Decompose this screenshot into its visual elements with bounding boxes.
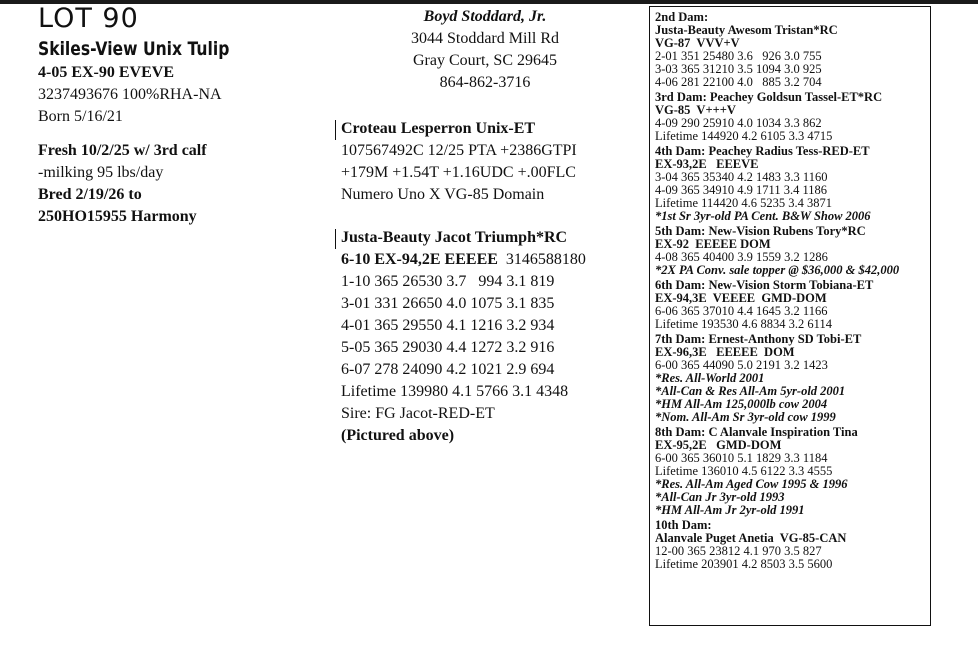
pedigree-heading: VG-85 V+++V	[655, 103, 736, 117]
pedigree-heading: 6th Dam: New-Vision Storm Tobiana-ET	[655, 278, 874, 292]
pedigree-entry	[655, 333, 925, 424]
dam-sire: Sire: FG Jacot-RED-ET	[341, 405, 495, 422]
pedigree-note: *Nom. All-Am Sr 3yr-old cow 1999	[655, 410, 836, 424]
animal-registration: 3237493676 100%RHA-NA	[38, 86, 222, 103]
dam-record: 3-01 331 26650 4.0 1075 3.1 835	[341, 295, 555, 312]
pedigree-heading: 8th Dam: C Alanvale Inspiration Tina	[655, 425, 858, 439]
pedigree-heading: EX-95,2E GMD-DOM	[655, 438, 782, 452]
pedigree-record: 6-00 365 36010 5.1 1829 3.3 1184	[655, 451, 828, 465]
pedigree-note: *HM All-Am 125,000lb cow 2004	[655, 397, 828, 411]
pedigree-note: *Res. All-Am Aged Cow 1995 & 1996	[655, 477, 848, 491]
dam-lifetime: Lifetime 139980 4.1 5766 3.1 4348	[341, 383, 569, 400]
pedigree-record: 4-08 365 40400 3.9 1559 3.2 1286	[655, 250, 828, 264]
sire-name: Croteau Lesperron Unix-ET	[341, 120, 536, 137]
dam-section	[341, 227, 641, 447]
pedigree-heading: 3rd Dam: Peachey Goldsun Tassel-ET*RC	[655, 90, 883, 104]
consigner-address-line1: 3044 Stoddard Mill Rd	[410, 30, 559, 47]
pedigree-record: 3-04 365 35340 4.2 1483 3.3 1160	[655, 170, 828, 184]
dam-record: 6-07 278 24090 4.2 1021 2.9 694	[341, 361, 555, 378]
dam-record: 4-01 365 29550 4.1 1216 3.2 934	[341, 317, 555, 334]
pedigree-note: *Res. All-World 2001	[655, 371, 765, 385]
dam-registration: 3146588180	[497, 251, 586, 268]
pedigree-entry	[655, 279, 925, 331]
pedigree-note: *HM All-Am Jr 2yr-old 1991	[655, 503, 805, 517]
pedigree-heading: 2nd Dam:	[655, 10, 709, 24]
dam-record: 1-10 365 26530 3.7 994 3.1 819	[341, 273, 555, 290]
dam-record: 5-05 365 29030 4.4 1272 3.2 916	[341, 339, 555, 356]
bred-date: Bred 2/19/26 to	[38, 186, 142, 203]
dam-picture-note: (Pictured above)	[341, 427, 455, 444]
pedigree-entry	[655, 91, 925, 143]
dam-name: Justa-Beauty Jacot Triumph*RC	[341, 229, 568, 246]
lot-title: LOT 90	[38, 3, 139, 34]
pedigree-heading: Alanvale Puget Anetia VG-85-CAN	[655, 531, 847, 545]
pedigree-note: *All-Can & Res All-Am 5yr-old 2001	[655, 384, 846, 398]
pedigree-heading: 10th Dam:	[655, 518, 712, 532]
animal-birthdate: Born 5/16/21	[38, 108, 123, 125]
pedigree-record: Lifetime 203901 4.2 8503 3.5 5600	[655, 557, 833, 571]
consigner-address-line2: Gray Court, SC 29645	[413, 52, 557, 69]
sire-rule	[335, 120, 336, 140]
pedigree-heading: EX-92 EEEEE DOM	[655, 237, 771, 251]
animal-name: Skiles-View Unix Tulip	[38, 38, 230, 60]
pedigree-record: Lifetime 136010 4.5 6122 3.3 4555	[655, 464, 833, 478]
pedigree-heading: 4th Dam: Peachey Radius Tess-RED-ET	[655, 144, 870, 158]
pedigree-note: *All-Can Jr 3yr-old 1993	[655, 490, 785, 504]
pedigree-record: 6-06 365 37010 4.4 1645 3.2 1166	[655, 304, 828, 318]
pedigree-entry	[655, 519, 925, 571]
dam-classification: 6-10 EX-94,2E EEEEE	[341, 251, 498, 268]
sire-proof: 107567492C 12/25 PTA +2386GTPI	[341, 142, 577, 159]
pedigree-record: 6-00 365 44090 5.0 2191 3.2 1423	[655, 358, 828, 372]
pedigree-record: 4-06 281 22100 4.0 885 3.2 704	[655, 75, 822, 89]
pedigree-heading: EX-96,3E EEEEE DOM	[655, 345, 795, 359]
pedigree-record: 3-03 365 31210 3.5 1094 3.0 925	[655, 62, 822, 76]
pedigree-record: Lifetime 114420 4.6 5235 3.4 3871	[655, 196, 832, 210]
pedigree-record: 4-09 365 34910 4.9 1711 3.4 1186	[655, 183, 827, 197]
pedigree-heading: 7th Dam: Ernest-Anthony SD Tobi-ET	[655, 332, 862, 346]
pedigree-note: *2X PA Conv. sale topper @ $36,000 & $42,000	[655, 263, 900, 277]
consigner-phone: 864-862-3716	[439, 74, 531, 91]
lot-summary	[38, 4, 328, 228]
fresh-date: Fresh 10/2/25 w/ 3rd calf	[38, 142, 207, 159]
pedigree-note: *1st Sr 3yr-old PA Cent. B&W Show 2006	[655, 209, 871, 223]
pedigree-record: Lifetime 144920 4.2 6105 3.3 4715	[655, 129, 833, 143]
pedigree-heading: Justa-Beauty Awesom Tristan*RC	[655, 23, 838, 37]
consigner-name: Boyd Stoddard, Jr.	[423, 8, 547, 25]
pedigree-record: 4-09 290 25910 4.0 1034 3.3 862	[655, 116, 822, 130]
pedigree-heading: VG-87 VVV+V	[655, 36, 740, 50]
animal-classification: 4-05 EX-90 EVEVE	[38, 64, 175, 81]
sire-pedigree: Numero Uno X VG-85 Domain	[341, 186, 545, 203]
pedigree-heading: EX-93,2E EEEVE	[655, 157, 759, 171]
dam-rule	[335, 229, 336, 249]
pedigree-heading: 5th Dam: New-Vision Rubens Tory*RC	[655, 224, 866, 238]
pedigree-entry	[655, 11, 925, 89]
bred-sire: 250HO15955 Harmony	[38, 208, 197, 225]
pedigree-entry	[655, 145, 925, 223]
pedigree-entry	[655, 225, 925, 277]
pedigree-heading: EX-94,3E VEEEE GMD-DOM	[655, 291, 827, 305]
pedigree-record: 2-01 351 25480 3.6 926 3.0 755	[655, 49, 822, 63]
dam-classification-line	[341, 249, 641, 271]
sire-traits: +179M +1.54T +1.16UDC +.00FLC	[341, 164, 576, 181]
consigner-info	[390, 6, 580, 94]
pedigree-box	[649, 6, 931, 626]
milking-production: -milking 95 lbs/day	[38, 164, 164, 181]
pedigree-record: 12-00 365 23812 4.1 970 3.5 827	[655, 544, 822, 558]
pedigree-record: Lifetime 193530 4.6 8834 3.2 6114	[655, 317, 832, 331]
pedigree-entry	[655, 426, 925, 517]
sire-section	[341, 118, 641, 206]
